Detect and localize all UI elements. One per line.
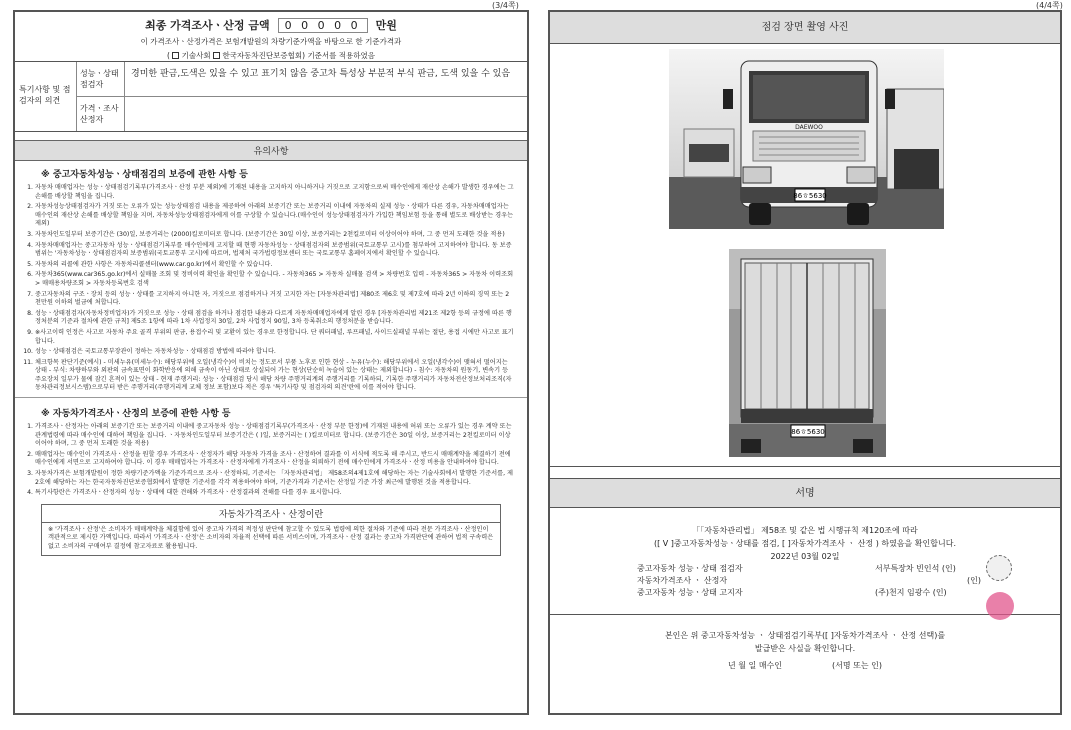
notice-item: 7. 중고자동차의 구조ㆍ장치 등의 성능ㆍ상태를 고지하지 아니한 자, 거짓으로 점검하거나 거짓 고지한 자는 [자동차관리법] 제80조 제6호 및 제7호에 따라 2년 이하의 징역 또는 2천만원 이하의 벌금에 처합니다.	[35, 291, 515, 308]
signer-name: (인)	[967, 576, 981, 585]
truck-rear-photo	[729, 249, 886, 457]
price-unit: 만원	[375, 19, 397, 32]
rear-plate: 86ㅎ5630	[791, 428, 825, 436]
buyer-statement: 본인은 위 중고자동차성능 ㆍ 상태점검기록부([ ]자동차가격조사 ㆍ 산정 선택)를	[664, 631, 946, 640]
photos-header: 점검 장면 촬영 사진	[550, 12, 1060, 44]
inspector-seal-icon	[986, 555, 1012, 581]
page-number-left: (3/4쪽)	[492, 1, 519, 10]
check-statement: ([ V ]중고자동차성능ㆍ상태를 점검, [ ]자동차가격조사 ㆍ 산정 ) 하였음을 확인합니다.	[653, 539, 956, 548]
notice-item: 3. 자동차인도일부터 보증기간은 (30)일, 보증거리는 (2000)킬로미터로 합니다. (보증기간은 30일 이상, 보증거리는 2천킬로미터 이상이어야 하며, 그 중 먼저 도래한 것을 적용)	[35, 231, 515, 240]
perf-label: 성능ㆍ상태점검자	[77, 62, 125, 96]
signer-role: 중고자동차 성능ㆍ상태 고지자	[637, 588, 743, 597]
signer-row	[550, 563, 1060, 575]
notice-item: 9. ※사고이력 인정은 사고로 자동차 주요 골격 부위의 판금, 용접수리 및 교환이 있는 경우로 한정합니다. 단 쿼터패널, 루프패널, 사이드실패널 부위는 절단, 용접 시에만 사고로 표기합니다.	[35, 329, 515, 346]
price-section: 최종 가격조사ㆍ산정 금액 0 0 0 0 0 만원 이 가격조사ㆍ산정가격은 보험개발원의 차량기준가액을 바탕으로 한 기준가격과 ( 기술사회 한국자동차진단보증협회) 기준서를 적용하였음	[15, 12, 527, 62]
price-opinion	[125, 96, 527, 131]
signature-block	[550, 508, 1060, 563]
signer-name: (주)천지 임광수 (인)	[875, 588, 947, 597]
definition-text: ※ '가격조사ㆍ산정'은 소비자가 매매계약을 체결함에 있어 중고차 가격의 적정성 판단에 참고할 수 있도록 법령에 의한 절차와 기준에 따라 전문 가격조사ㆍ산정인이 객관적으로 제시한 가액입니다. 따라서 '가격조사ㆍ산정'은 소비자의 자율적 선택에 따른 서비스이며, 가격조사ㆍ산정 결과는 중고차 가격판단에 관하여 법적 구속력은 없고 소비자의 구매여부 결정에 참고자료로 활용됩니다.	[48, 525, 494, 550]
price-title: 최종 가격조사ㆍ산정 금액	[145, 19, 270, 32]
signer-name: 서부특장차 빈인석 (인)	[875, 564, 956, 573]
buyer-confirmation	[550, 614, 1060, 672]
notice-title-1: ※ 중고자동차성능ㆍ상태점검의 보증에 관한 사항 등	[41, 170, 248, 180]
notice-item: 10. 성능ㆍ상태점검은 국토교통부장관이 정하는 자동차성능ㆍ상태점검 방법에 따라야 합니다.	[35, 348, 515, 357]
notice-item: 1. 가격조사ㆍ산정자는 아래의 보증기간 또는 보증거리 이내에 중고자동차 성능ㆍ상태점검기록부(가격조사ㆍ산정 부문 한정)에 기재된 내용에 허위 또는 오류가 있는 경우 계약 또는 관계법령에 따라 매수인에 대하여 책임을 집니다. ㆍ자동차인도일부터 보증기간은 ( )일, 보증거리는 ( )킬로미터로 합니다. (보증기간은 30일 이상, 보증거리는 2천킬로미터 이상이어야 하며, 그 중 먼저 도래한 것을 적용)	[35, 423, 515, 449]
notice-item: 4. 자동차매매업자는 중고자동차 성능ㆍ상태점검기록부를 매수인에게 고지할 때 현행 자동차성능ㆍ상태점검자의 보증범위(국토교통부 고시)를 첨부하여 고지하여야 합니다. 동 보증범위는 '자동차성능ㆍ상태점검자의 보증범위(국토교통부 고시)에 따르며, 법제처 국가법령정보센터 또는 국토교통부 홈페이지에서 확인할 수 있습니다.	[35, 242, 515, 259]
buyer-sign: (서명 또는 인)	[832, 661, 882, 670]
law-reference: 「「자동차관리법」 제58조 및 같은 법 시행규칙 제120조에 따라	[692, 526, 918, 535]
option-assoc: 한국자동차진단보증협회) 기준서를 적용하였음	[222, 51, 376, 60]
signer-role: 자동차가격조사 ㆍ 산정자	[637, 576, 728, 585]
price-label: 가격ㆍ조사산정자	[77, 96, 125, 131]
price-amount-box: 0 0 0 0 0	[278, 18, 368, 33]
notice-item: 2. 매매업자는 매수인이 가격조사ㆍ산정을 원할 경우 가격조사ㆍ산정자가 해당 자동차 가격을 조사ㆍ산정하여 결과를 이 서식에 적도록 해 주시고, 반드시 매매계약을 체결하기 전에 매수인에게 서면으로 고지하여야 합니다. 이 경우 매매업자는 가격조사ㆍ산정자에게 가격조사ㆍ산정을 의뢰하기 전에 매수인에게 가격조사ㆍ산정 비용을 안내하여야 합니다.	[35, 451, 515, 468]
notice-item: 6. 자동차365(www.car365.go.kr)에서 실매물 조회 및 정비이력 확인을 확인할 수 있습니다. - 자동차365 > 자동차 실매물 검색 > 차량번호 입력 - 자동차365 > 자동차 이력조회 > 매매용차량조회 > 자동차등록번호 검색	[35, 271, 515, 288]
checkbox-assoc	[213, 52, 220, 59]
notice-item: 11. 체크항목 판단기준(예시) - 미세누유(미세누수): 해당부위에 오일(냉각수)이 비치는 정도로서 부품 노후로 인한 현상 - 누유(누수): 해당부위에서 오일(냉각수)이 맺혀서 떨어지는 상태 - 부식: 차량하부와 외판의 금속표면이 화학반응에 의해 금속이 아닌 상태로 상실되어 가는 현상(단순히 녹슬어 있는 상태는 제외합니다) - 침수: 자동차의 원동기, 변속기 등 주요장치 일부가 물에 잠긴 흔적이 있는 상태 - 현재 주행거리: 성능ㆍ상태점검 당시 해당 차량 주행거리계의 주행거리를 기록하되, 기록한 주행거리가 자동차전산정보처리조직(자동차관리정보시스템)으로부터 받은 주행거리(주행거리계 교체 정보 포함)보다 적은 경우 '특기사항 및 점검자의 의견'란에 이를 적어야 합니다.	[35, 359, 515, 393]
signature-header: 서명	[550, 478, 1060, 508]
photos-area	[550, 44, 1060, 467]
opinion-table	[15, 62, 527, 132]
page-3	[13, 10, 529, 715]
notice-list-2	[15, 423, 527, 498]
notice-item: 1. 자동차 매매업자는 성능ㆍ상태점검기록부(가격조사ㆍ산정 부분 제외)에 기재된 내용을 고지하지 아니하거나 거짓으로 고지함으로써 매수인에게 재산상 손해가 발생한 경우에는 그 손해를 배상할 책임을 집니다.	[35, 184, 515, 201]
notice-item: 5. 자동차의 리콜에 관한 사항은 자동차리콜센터(www.car.go.kr)에서 확인할 수 있습니다.	[35, 261, 515, 270]
notice-title-2: ※ 자동차가격조사ㆍ산정의 보증에 관한 사항 등	[41, 409, 231, 420]
truck-brand-text: DAEWOO	[795, 124, 823, 131]
notice-header: 유의사항	[15, 140, 527, 161]
perf-opinion: 경미한 판금,도색은 있을 수 있고 표기치 않음 중고차 특성상 부분적 부식 판금, 도색 있을 수 있음	[131, 69, 511, 79]
notice-item: 3. 자동차가격은 보험개발원이 정한 차량기준가액을 기준가격으로 조사ㆍ산정하되, 기준서는 「자동차관리법」 제58조의4제1호에 해당하는 자는 기술사회에서 발행한 기준서를, 제2호에 해당하는 자는 한국자동차진단보증협회에서 발행한 기준서를 각각 적용하여야 하며, 기준가격과 기준서는 산정일 기준 가장 최근에 발행된 것을 적용합니다.	[35, 470, 515, 487]
checkbox-tech	[172, 52, 179, 59]
signature-date: 2022년 03월 02일	[770, 552, 840, 561]
notice-item: 4. 특기사항란은 가격조사ㆍ산정자의 성능ㆍ상태에 대한 견해와 가격조사ㆍ산정결과의 견해를 다를 경우 표시합니다.	[35, 489, 515, 498]
buyer-statement-2: 발급받은 사실을 확인합니다.	[754, 644, 856, 653]
buyer-date: 년 월 일 매수인	[728, 661, 783, 670]
definition-box	[41, 504, 501, 556]
page-4	[548, 10, 1062, 715]
option-tech: 기술사회	[181, 51, 211, 60]
signer-row	[550, 575, 1060, 587]
signer-role: 중고자동차 성능ㆍ상태 점검자	[637, 564, 743, 573]
notice-item: 2. 자동차성능상태점검자가 거짓 또는 오류가 있는 성능상태점검 내용을 제공하여 아래의 보증기간 또는 보증거리 이내에 자동차의 실제 성능ㆍ상태가 다른 경우, 자동차매매업자는 매수인의 재산상 손해를 배상할 책임을 지며, 자동차성능상태점검자에게 이를 구상할 수 있습니다.(매수인이 성능상태점검자가 가입한 책임보험 등을 통해 별도로 배상받는 경우는 제외)	[35, 203, 515, 229]
front-plate: 86ㅎ5630	[793, 192, 827, 200]
notice-list-1	[15, 184, 527, 393]
definition-title: 자동차가격조사ㆍ산정이란	[42, 505, 500, 523]
truck-front-photo	[669, 49, 944, 229]
price-basis-text: 이 가격조사ㆍ산정가격은 보험개발원의 차량기준가액을 바탕으로 한 기준가격과	[140, 37, 402, 46]
opinion-label: 특기사항 및 점검자의 의견	[15, 62, 77, 131]
signer-row	[550, 587, 1060, 599]
notice-item: 8. 성능ㆍ상태점검자(자동차정비업자)가 거짓으로 성능ㆍ상태 점검을 하거나 점검한 내용과 다르게 자동차매매업자에게 알린 경우 [자동차관리법 제21조 제2항 등의 규정에 따른 행정처분의 기준과 절차에 관한 규칙] 제5조 1항에 따라 1차 사업정지 30일, 2차 사업정지 90일, 3차 등록취소의 행정처분을 받습니다.	[35, 310, 515, 327]
notifier-seal-icon	[986, 592, 1014, 620]
page-number-right: (4/4쪽)	[1036, 1, 1063, 10]
